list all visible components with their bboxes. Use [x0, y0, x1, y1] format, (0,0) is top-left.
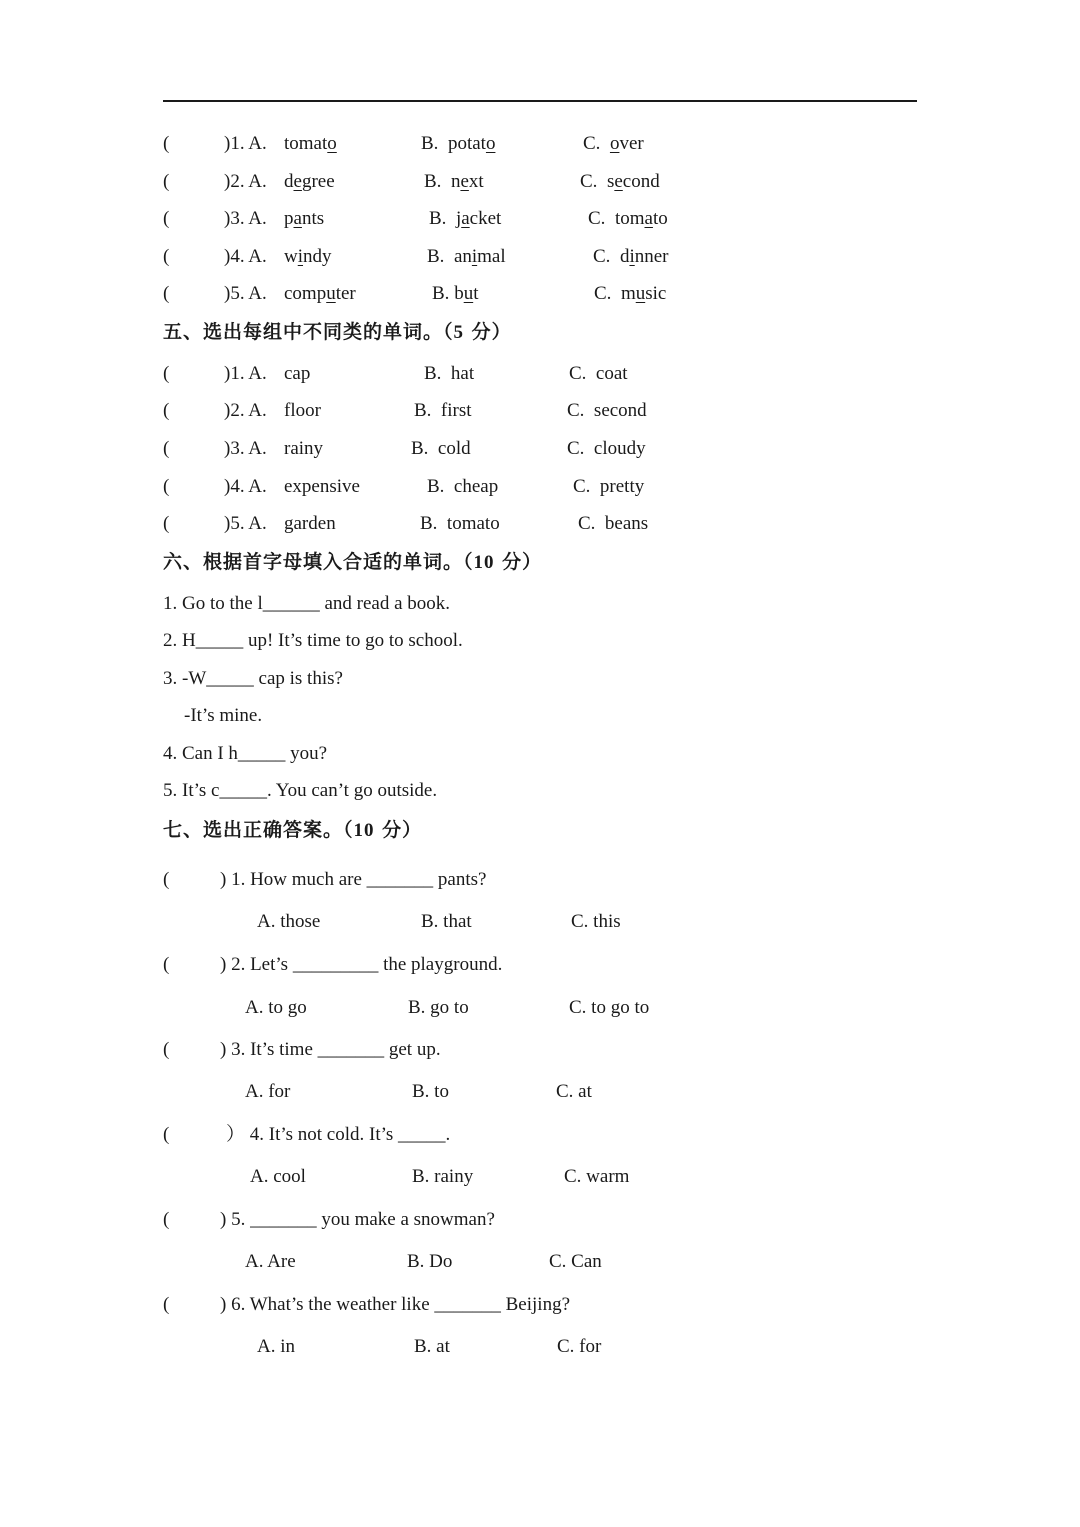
option-c: C. music	[594, 283, 667, 304]
question-text: ） 4. It’s not cold. It’s _____.	[226, 1124, 451, 1145]
header-rule	[163, 100, 917, 102]
question-number: )4. A.	[224, 246, 267, 267]
option-c: C. cloudy	[567, 438, 646, 459]
option-b: B. go to	[408, 997, 469, 1018]
fill-in-line[interactable]: 1. Go to the l______ and read a book.	[163, 593, 451, 614]
answer-paren[interactable]: (	[163, 283, 170, 304]
option-a: expensive	[284, 476, 360, 497]
section-7-heading: 七、选出正确答案。（10 分）	[163, 819, 423, 841]
option-a: garden	[284, 513, 336, 534]
answer-paren[interactable]: (	[163, 1039, 170, 1060]
fill-in-line[interactable]: 2. H_____ up! It’s time to go to school.	[163, 630, 463, 651]
option-c: C. to go to	[569, 997, 650, 1018]
answer-paren[interactable]: (	[163, 438, 170, 459]
option-a: degree	[284, 171, 335, 192]
option-a: A. those	[257, 911, 321, 932]
option-c: C. beans	[578, 513, 649, 534]
option-b: B. first	[414, 400, 472, 421]
option-b: B. that	[421, 911, 472, 932]
answer-paren[interactable]: (	[163, 208, 170, 229]
section-5-heading: 五、选出每组中不同类的单词。（5 分）	[163, 321, 512, 343]
question-number: )2. A.	[224, 171, 267, 192]
answer-paren[interactable]: (	[163, 1124, 170, 1145]
answer-paren[interactable]: (	[163, 476, 170, 497]
option-a: pants	[284, 208, 325, 229]
option-c: C. second	[567, 400, 647, 421]
question-number: )5. A.	[224, 283, 267, 304]
option-a: floor	[284, 400, 321, 421]
option-b: B. at	[414, 1336, 450, 1357]
option-b: B. animal	[427, 246, 506, 267]
question-number: )1. A.	[224, 363, 267, 384]
answer-paren[interactable]: (	[163, 869, 170, 890]
option-a: computer	[284, 283, 356, 304]
answer-paren[interactable]: (	[163, 400, 170, 421]
option-b: B. Do	[407, 1251, 453, 1272]
question-number: )3. A.	[224, 208, 267, 229]
question-number: )1. A.	[224, 133, 267, 154]
option-c: C. warm	[564, 1166, 630, 1187]
option-a: tomato	[284, 133, 337, 154]
option-c: C. pretty	[573, 476, 645, 497]
answer-paren[interactable]: (	[163, 171, 170, 192]
option-b: B. cold	[411, 438, 471, 459]
option-b: B. hat	[424, 363, 475, 384]
answer-paren[interactable]: (	[163, 954, 170, 975]
question-number: )2. A.	[224, 400, 267, 421]
option-b: B. rainy	[412, 1166, 474, 1187]
question-text: ) 1. How much are _______ pants?	[220, 869, 487, 890]
option-a: cap	[284, 363, 311, 384]
question-text: ) 2. Let’s _________ the playground.	[220, 954, 503, 975]
option-b: B. cheap	[427, 476, 499, 497]
fill-in-line[interactable]: 5. It’s c_____. You can’t go outside.	[163, 780, 438, 801]
option-a: rainy	[284, 438, 324, 459]
answer-paren[interactable]: (	[163, 1209, 170, 1230]
option-b: B. next	[424, 171, 484, 192]
option-a: A. to go	[245, 997, 307, 1018]
question-text: ) 3. It’s time _______ get up.	[220, 1039, 441, 1060]
option-c: C. coat	[569, 363, 628, 384]
question-text: ) 5. _______ you make a snowman?	[220, 1209, 495, 1230]
fill-in-line[interactable]: 3. -W_____ cap is this?	[163, 668, 343, 689]
question-number: )5. A.	[224, 513, 267, 534]
answer-paren[interactable]: (	[163, 363, 170, 384]
dialogue-reply: -It’s mine.	[184, 705, 263, 726]
option-a: windy	[284, 246, 332, 267]
option-b: B. jacket	[429, 208, 502, 229]
option-b: B. but	[432, 283, 479, 304]
question-text: ) 6. What’s the weather like _______ Beijing?	[220, 1294, 571, 1315]
option-c: C. second	[580, 171, 660, 192]
answer-paren[interactable]: (	[163, 133, 170, 154]
option-c: C. dinner	[593, 246, 669, 267]
option-c: C. for	[557, 1336, 602, 1357]
question-number: )3. A.	[224, 438, 267, 459]
answer-paren[interactable]: (	[163, 1294, 170, 1315]
option-a: A. for	[245, 1081, 291, 1102]
option-c: C. at	[556, 1081, 592, 1102]
option-a: A. in	[257, 1336, 295, 1357]
option-c: C. this	[571, 911, 621, 932]
option-b: B. potato	[421, 133, 496, 154]
option-a: A. cool	[250, 1166, 306, 1187]
option-c: C. Can	[549, 1251, 602, 1272]
answer-paren[interactable]: (	[163, 513, 170, 534]
answer-paren[interactable]: (	[163, 246, 170, 267]
option-b: B. tomato	[420, 513, 500, 534]
fill-in-line[interactable]: 4. Can I h_____ you?	[163, 743, 328, 764]
option-c: C. tomato	[588, 208, 668, 229]
option-a: A. Are	[245, 1251, 296, 1272]
option-b: B. to	[412, 1081, 449, 1102]
option-c: C. over	[583, 133, 644, 154]
section-6-heading: 六、根据首字母填入合适的单词。（10 分）	[163, 551, 543, 573]
question-number: )4. A.	[224, 476, 267, 497]
